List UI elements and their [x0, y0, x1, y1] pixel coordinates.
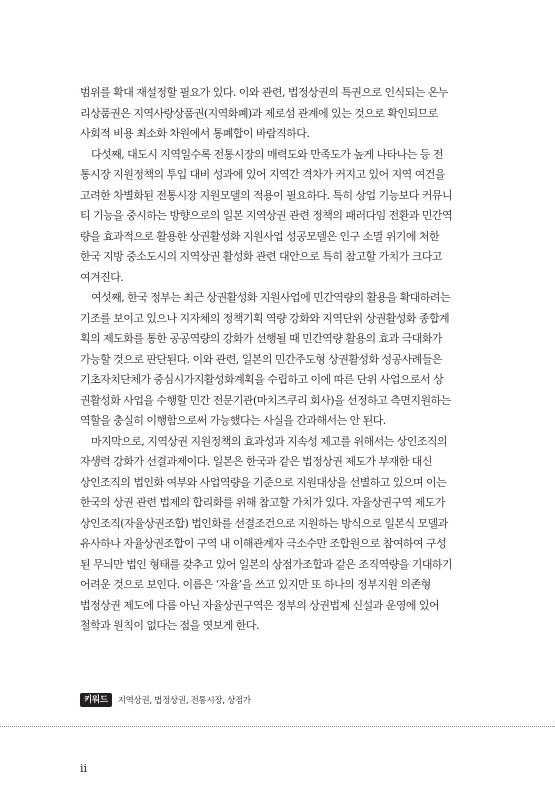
text-line: 유사하나 자율상권조합이 구역 내 이해관계자 극소수만 조합원으로 참여하여 구성: [80, 537, 447, 550]
text-line: 기조를 보이고 있으나 지자체의 정책기획 역량 강화와 지역단위 상권활성화 종합계: [80, 311, 450, 325]
text-line: 고려한 차별화된 전통시장 지원모델의 적용이 필요하다. 특히 상업 기능보다 커뮤니: [80, 188, 453, 202]
paragraph: [80, 145, 478, 289]
text-line: 어려운 것으로 보인다. 이름은 ‘자율’을 쓰고 있지만 또 하나의 정부지원 의존형: [80, 578, 431, 591]
text-line: 자생력 강화가 선결과제이다. 일본은 한국과 같은 법정상권 제도가 부재한 대신: [80, 455, 432, 468]
text-line: 다섯째, 대도시 지역일수록 전통시장의 매력도와 만족도가 높게 나타나는 등 전: [91, 147, 443, 161]
text-line: 한국 지방 중소도시의 지역상권 활성화 관련 대안으로 특히 참고할 가치가 크다고: [80, 250, 442, 263]
text-line: 범위를 확대 재설정할 필요가 있다. 이와 관련, 법정상권의 특권으로 인식되는 온누: [80, 86, 448, 99]
paragraph: [80, 83, 478, 145]
text-line: 한국의 상권 관련 법제의 합리화를 위해 참고할 가치가 있다. 자율상권구역 제도가: [80, 496, 445, 509]
text-line: 역할을 충실히 이행함으로써 가능했다는 사실을 간과해서는 안 된다.: [80, 414, 386, 427]
text-line: 량을 효과적으로 활용한 상권활성화 지원사업 성공모델은 인구 소멸 위기에 처한: [80, 229, 440, 243]
text-line: 상인조직의 법인화 여부와 사업역량을 기준으로 지원대상을 선별하고 있으며 이는: [80, 475, 447, 489]
text-line: 마지막으로, 지역상권 지원정책의 효과성과 지속성 제고를 위해서는 상인조직의: [91, 434, 448, 448]
text-line: 기초자치단체가 중심시가지활성화계획을 수립하고 이에 따른 단위 사업으로서 상: [80, 373, 444, 386]
text-line: 여겨진다.: [80, 270, 124, 284]
text-line: 티 기능을 중시하는 방향으로의 일본 지역상권 관련 정책의 패러다임 전환과 민간역: [80, 209, 453, 222]
text-line: 가능할 것으로 판단된다. 이와 관련, 일본의 민간주도형 상권활성화 성공사례들은: [80, 352, 442, 366]
keywords-label: 키워드: [80, 693, 112, 707]
paragraph: [80, 432, 478, 637]
text-line: 여섯째, 한국 정부는 최근 상권활성화 지원사업에 민간역량의 활용을 확대하려는: [91, 291, 451, 304]
text-line: 사회적 비용 최소화 차원에서 통폐합이 바람직하다.: [80, 127, 310, 140]
body-text: [80, 83, 478, 637]
paragraph: [80, 288, 478, 432]
text-line: 상인조직(자율상권조합) 법인화를 선결조건으로 지원하는 방식으로 일본식 모델과: [80, 516, 448, 530]
text-line: 권활성화 사업을 수행할 민간 전문기관(마치즈쿠리 회사)을 선정하고 측면지원하는: [80, 393, 451, 407]
footer-divider: [0, 726, 555, 727]
text-line: 철학과 원칙이 없다는 점을 엿보게 한다.: [80, 619, 259, 632]
keywords-list: 지역상권, 법정상권, 전통시장, 상점가: [117, 696, 251, 706]
keywords-row: [80, 692, 251, 708]
text-line: 법정상권 제도에 다름 아닌 자율상권구역은 정부의 상권법제 신설과 운영에 있어: [80, 598, 440, 612]
text-line: 리상품권은 지역사랑상품권(지역화폐)과 제로섬 관계에 있는 것으로 확인되므로: [80, 106, 438, 120]
text-line: 통시장 지원정책의 투입 대비 성과에 있어 지역간 격차가 커지고 있어 지역 여건을: [80, 168, 445, 181]
text-line: 획의 제도화를 통한 공공역량의 강화가 선행될 때 민간역량 활용의 효과 극대화가: [80, 332, 442, 345]
text-line: 된 무늬만 법인 형태를 갖추고 있어 일본의 상점가조합과 같은 조직역량을 기대하기: [80, 557, 453, 571]
page-number: ii: [80, 762, 88, 775]
